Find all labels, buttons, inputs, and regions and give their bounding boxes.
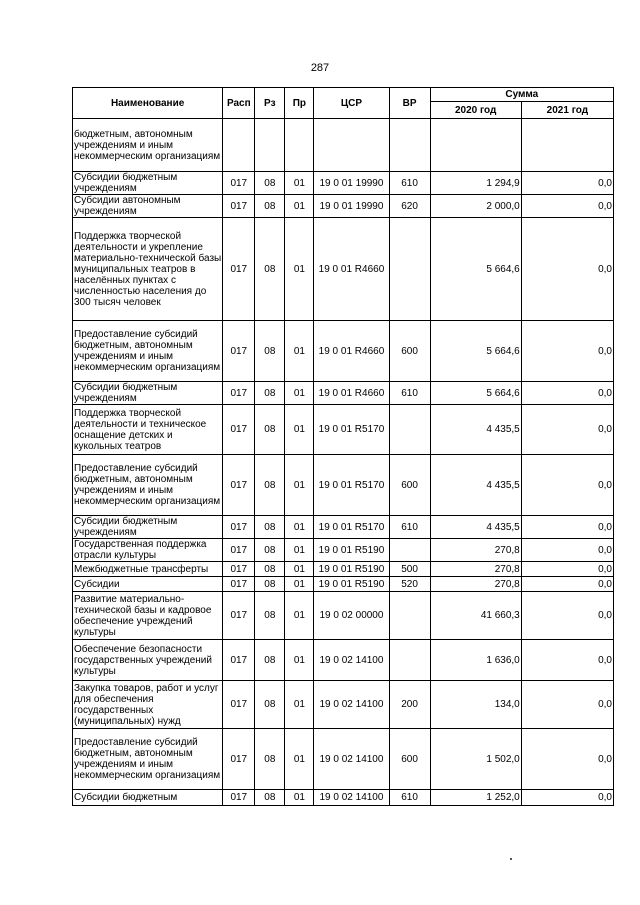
cell-y2020: 2 000,0 — [430, 195, 521, 218]
cell-y2020: 1 502,0 — [430, 729, 521, 790]
cell-name: Межбюджетные трансферты — [73, 562, 223, 577]
cell-rz: 08 — [255, 382, 285, 405]
cell-csr: 19 0 01 R5170 — [314, 455, 389, 516]
cell-y2021: 0,0 — [521, 218, 613, 321]
cell-rz: 08 — [255, 592, 285, 640]
cell-y2021: 0,0 — [521, 790, 613, 806]
cell-pr: 01 — [285, 577, 314, 592]
header-pr: Пр — [285, 88, 314, 119]
table-row — [73, 382, 614, 405]
cell-vr — [389, 405, 430, 455]
cell-csr: 19 0 01 R4660 — [314, 218, 389, 321]
cell-y2020: 5 664,6 — [430, 321, 521, 382]
cell-csr: 19 0 01 R5190 — [314, 577, 389, 592]
scan-speck — [510, 858, 512, 860]
cell-csr: 19 0 01 19990 — [314, 172, 389, 195]
cell-rz: 08 — [255, 172, 285, 195]
table-row — [73, 790, 614, 806]
cell-csr: 19 0 02 14100 — [314, 681, 389, 729]
cell-rz: 08 — [255, 577, 285, 592]
table-row — [73, 195, 614, 218]
cell-rz: 08 — [255, 539, 285, 562]
page-number: 287 — [310, 62, 330, 74]
cell-vr — [389, 218, 430, 321]
cell-pr: 01 — [285, 790, 314, 806]
cell-y2020: 1 252,0 — [430, 790, 521, 806]
cell-rasp: 017 — [223, 455, 255, 516]
cell-pr: 01 — [285, 539, 314, 562]
cell-pr: 01 — [285, 681, 314, 729]
cell-y2020: 1 636,0 — [430, 640, 521, 681]
cell-rasp: 017 — [223, 405, 255, 455]
cell-rasp: 017 — [223, 516, 255, 539]
header-2020: 2020 год — [430, 102, 521, 119]
cell-rasp: 017 — [223, 172, 255, 195]
cell-vr: 620 — [389, 195, 430, 218]
cell-y2020: 4 435,5 — [430, 405, 521, 455]
cell-pr — [285, 119, 314, 172]
cell-rasp: 017 — [223, 681, 255, 729]
cell-vr: 610 — [389, 172, 430, 195]
cell-name: Поддержка творческой деятельности и укрепление материально-технической базы муниципальных театров в населённых пунктах с численностью населения до 300 тысяч человек — [73, 218, 223, 321]
cell-rz: 08 — [255, 562, 285, 577]
cell-y2020: 270,8 — [430, 562, 521, 577]
cell-rasp: 017 — [223, 539, 255, 562]
cell-pr: 01 — [285, 455, 314, 516]
cell-y2020: 270,8 — [430, 539, 521, 562]
cell-rasp: 017 — [223, 640, 255, 681]
table-body — [73, 119, 614, 806]
cell-y2020 — [430, 119, 521, 172]
table-row — [73, 405, 614, 455]
table-row — [73, 455, 614, 516]
cell-rz: 08 — [255, 640, 285, 681]
header-vr: ВР — [389, 88, 430, 119]
cell-name: Развитие материально-технической базы и кадровое обеспечение учреждений культуры — [73, 592, 223, 640]
cell-vr: 610 — [389, 516, 430, 539]
table-row — [73, 592, 614, 640]
cell-vr: 600 — [389, 321, 430, 382]
cell-y2020: 41 660,3 — [430, 592, 521, 640]
cell-vr — [389, 640, 430, 681]
cell-csr: 19 0 02 14100 — [314, 729, 389, 790]
header-csr: ЦСР — [314, 88, 389, 119]
table-row — [73, 640, 614, 681]
table-row — [73, 218, 614, 321]
cell-rz: 08 — [255, 790, 285, 806]
cell-y2021: 0,0 — [521, 405, 613, 455]
table-row — [73, 172, 614, 195]
cell-name: Государственная поддержка отрасли культуры — [73, 539, 223, 562]
cell-pr: 01 — [285, 729, 314, 790]
cell-pr: 01 — [285, 382, 314, 405]
cell-csr — [314, 119, 389, 172]
cell-pr: 01 — [285, 218, 314, 321]
cell-vr — [389, 592, 430, 640]
cell-pr: 01 — [285, 195, 314, 218]
cell-y2021: 0,0 — [521, 729, 613, 790]
cell-csr: 19 0 01 R4660 — [314, 321, 389, 382]
cell-y2021: 0,0 — [521, 592, 613, 640]
cell-y2020: 5 664,6 — [430, 382, 521, 405]
table-row — [73, 681, 614, 729]
cell-vr: 500 — [389, 562, 430, 577]
cell-rz — [255, 119, 285, 172]
cell-y2021: 0,0 — [521, 382, 613, 405]
cell-name: Закупка товаров, работ и услуг для обеспечения государственных (муниципальных) нужд — [73, 681, 223, 729]
cell-rz: 08 — [255, 455, 285, 516]
cell-vr: 610 — [389, 790, 430, 806]
cell-vr: 200 — [389, 681, 430, 729]
cell-y2021: 0,0 — [521, 195, 613, 218]
cell-vr — [389, 119, 430, 172]
cell-y2020: 134,0 — [430, 681, 521, 729]
cell-csr: 19 0 01 R4660 — [314, 382, 389, 405]
cell-name: Субсидии бюджетным учреждениям — [73, 516, 223, 539]
cell-name: Субсидии автономным учреждениям — [73, 195, 223, 218]
cell-name: бюджетным, автономным учреждениям и иным некоммерческим организациям — [73, 119, 223, 172]
table-row — [73, 539, 614, 562]
cell-csr: 19 0 02 00000 — [314, 592, 389, 640]
cell-name: Субсидии — [73, 577, 223, 592]
cell-pr: 01 — [285, 321, 314, 382]
cell-name: Субсидии бюджетным учреждениям — [73, 382, 223, 405]
cell-name: Обеспечение безопасности государственных учреждений культуры — [73, 640, 223, 681]
cell-name: Субсидии бюджетным — [73, 790, 223, 806]
cell-rz: 08 — [255, 729, 285, 790]
header-name: Наименование — [73, 88, 223, 119]
cell-rasp — [223, 119, 255, 172]
table-row — [73, 577, 614, 592]
cell-y2021: 0,0 — [521, 455, 613, 516]
cell-y2021: 0,0 — [521, 172, 613, 195]
header-2021: 2021 год — [521, 102, 613, 119]
cell-rasp: 017 — [223, 592, 255, 640]
cell-y2021: 0,0 — [521, 321, 613, 382]
cell-y2021: 0,0 — [521, 539, 613, 562]
cell-csr: 19 0 02 14100 — [314, 790, 389, 806]
cell-rasp: 017 — [223, 321, 255, 382]
cell-rasp: 017 — [223, 562, 255, 577]
cell-y2021 — [521, 119, 613, 172]
cell-rz: 08 — [255, 195, 285, 218]
cell-name: Предоставление субсидий бюджетным, автономным учреждениям и иным некоммерческим организациям — [73, 729, 223, 790]
cell-csr: 19 0 01 R5190 — [314, 562, 389, 577]
table-header — [73, 88, 614, 119]
budget-table — [72, 87, 614, 806]
cell-y2020: 4 435,5 — [430, 516, 521, 539]
table-row — [73, 119, 614, 172]
cell-rz: 08 — [255, 681, 285, 729]
cell-rasp: 017 — [223, 790, 255, 806]
cell-rz: 08 — [255, 516, 285, 539]
cell-pr: 01 — [285, 562, 314, 577]
header-rz: Рз — [255, 88, 285, 119]
cell-csr: 19 0 01 19990 — [314, 195, 389, 218]
table-row — [73, 729, 614, 790]
cell-vr: 600 — [389, 729, 430, 790]
cell-vr: 610 — [389, 382, 430, 405]
cell-vr — [389, 539, 430, 562]
cell-rz: 08 — [255, 405, 285, 455]
cell-csr: 19 0 01 R5170 — [314, 516, 389, 539]
header-rasp: Расп — [223, 88, 255, 119]
cell-name: Субсидии бюджетным учреждениям — [73, 172, 223, 195]
cell-y2020: 4 435,5 — [430, 455, 521, 516]
cell-name: Поддержка творческой деятельности и техническое оснащение детских и кукольных театров — [73, 405, 223, 455]
cell-pr: 01 — [285, 405, 314, 455]
cell-vr: 520 — [389, 577, 430, 592]
table-row — [73, 321, 614, 382]
cell-rasp: 017 — [223, 382, 255, 405]
cell-csr: 19 0 01 R5190 — [314, 539, 389, 562]
cell-name: Предоставление субсидий бюджетным, автономным учреждениям и иным некоммерческим организациям — [73, 455, 223, 516]
cell-y2021: 0,0 — [521, 577, 613, 592]
cell-y2020: 5 664,6 — [430, 218, 521, 321]
cell-pr: 01 — [285, 516, 314, 539]
cell-pr: 01 — [285, 172, 314, 195]
cell-csr: 19 0 02 14100 — [314, 640, 389, 681]
cell-csr: 19 0 01 R5170 — [314, 405, 389, 455]
header-sum: Сумма — [430, 88, 613, 102]
cell-rasp: 017 — [223, 195, 255, 218]
cell-rz: 08 — [255, 321, 285, 382]
cell-pr: 01 — [285, 592, 314, 640]
cell-rasp: 017 — [223, 218, 255, 321]
cell-y2021: 0,0 — [521, 681, 613, 729]
cell-y2021: 0,0 — [521, 516, 613, 539]
cell-y2021: 0,0 — [521, 640, 613, 681]
cell-name: Предоставление субсидий бюджетным, автономным учреждениям и иным некоммерческим организациям — [73, 321, 223, 382]
cell-y2020: 1 294,9 — [430, 172, 521, 195]
table-row — [73, 516, 614, 539]
cell-rasp: 017 — [223, 577, 255, 592]
cell-vr: 600 — [389, 455, 430, 516]
cell-y2020: 270,8 — [430, 577, 521, 592]
cell-pr: 01 — [285, 640, 314, 681]
cell-rasp: 017 — [223, 729, 255, 790]
cell-rz: 08 — [255, 218, 285, 321]
cell-y2021: 0,0 — [521, 562, 613, 577]
table-row — [73, 562, 614, 577]
